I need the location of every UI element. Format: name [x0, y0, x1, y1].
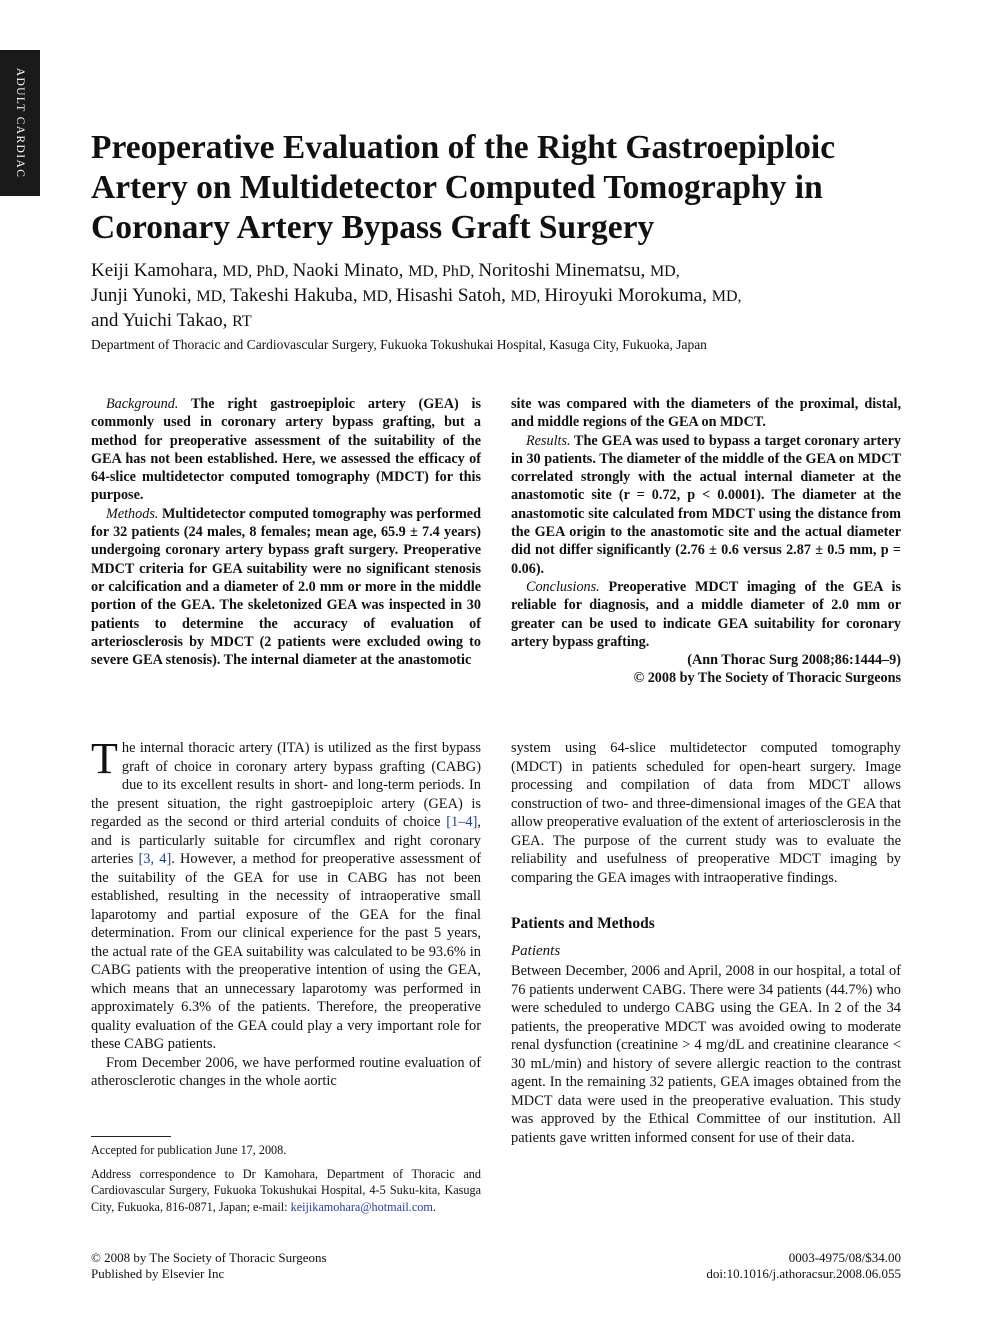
abstract-results: [511, 432, 901, 578]
abstract-heading: Methods.: [106, 505, 159, 522]
author-name: and Yuichi Takao,: [91, 310, 233, 331]
footer-issn: 0003-4975/08/$34.00: [788, 1250, 901, 1265]
abstract-text: Preoperative MDCT imaging of the GEA is reliable for diagnosis, and a middle diameter of 2.0 mm or greater can be used to indicate GEA suitability for coronary artery bypass grafting.: [511, 578, 901, 650]
author-name: Keiji Kamohara,: [91, 260, 223, 281]
abstract-text: The right gastroepiploic artery (GEA) is commonly used in coronary artery bypass grafting, but a method for preoperative assessment of the suitability of the GEA has not been established. Here, we assessed the efficacy of 64-slice multidetector computed tomography (MDCT) for this purpose.: [91, 396, 481, 504]
author-degree: MD,: [711, 288, 742, 305]
author-degree: MD, PhD,: [222, 263, 293, 280]
author-line: [91, 309, 921, 334]
paragraph-text: he internal thoracic artery (ITA) is utilized as the first bypass graft of choice in coronary artery bypass grafting (CABG) due to its excellent results in short- and long-term periods. In the present situation, the right gastroepiploic artery (GEA) is regarded as the second or third arterial conduits of choice: [91, 740, 481, 830]
correspondence-note: [91, 1166, 481, 1215]
subsection-heading: Patients: [511, 942, 561, 959]
author-name: Noritoshi Minematsu,: [478, 260, 650, 281]
email-link[interactable]: keijikamohara@hotmail.com: [290, 1199, 433, 1214]
abstract-right-column: [511, 395, 901, 688]
abstract-heading: Results.: [526, 432, 571, 449]
drop-cap: T: [91, 734, 118, 783]
title-line: Artery on Multidetector Computed Tomography in: [91, 169, 823, 206]
footer-doi: doi:10.1016/j.athoracsur.2008.06.055: [706, 1266, 901, 1281]
abstract-copyright: © 2008 by The Society of Thoracic Surgeons: [633, 670, 901, 687]
author-line: [91, 259, 921, 284]
author-line: [91, 284, 921, 309]
author-degree: MD,: [362, 288, 397, 305]
abstract-left-column: [91, 395, 481, 669]
author-degree: MD,: [196, 288, 231, 305]
abstract-heading: Background.: [106, 396, 179, 412]
author-name: Hiroyuki Morokuma,: [544, 285, 712, 306]
abstract-text: Multidetector computed tomography was performed for 32 patients (24 males, 8 females; mean age, 65.9 ± 7.4 years) undergoing coronary artery bypass graft surgery. Preoperative MDCT criteria for GEA suitability were no significant stenosis or calcification and a diameter of 2.0 mm or more in the middle portion of the GEA. The skeletonized GEA was inspected in 30 patients to determine the accuracy of evaluation of arteriosclerosis by MDCT (2 patients were excluded owing to severe GEA stenosis). The internal diameter at the anastomotic: [91, 505, 481, 669]
author-name: Takeshi Hakuba,: [230, 285, 363, 306]
body-left-column: [91, 734, 481, 1091]
author-name: Naoki Minato,: [292, 260, 409, 281]
intro-paragraph: From December 2006, we have performed routine evaluation of atherosclerotic changes in the whole aortic: [91, 1054, 481, 1089]
footnote-divider: [91, 1136, 171, 1137]
abstract-methods: [91, 505, 481, 670]
abstract-heading: Conclusions.: [526, 578, 600, 595]
abstract-methods-continued: site was compared with the diameters of the proximal, distal, and middle regions of the GEA on MDCT.: [511, 396, 901, 431]
author-name: Junji Yunoki,: [91, 285, 197, 306]
author-list: [91, 259, 921, 334]
author-name: Hisashi Satoh,: [396, 285, 511, 306]
section-tab-label: ADULT CARDIAC: [14, 67, 26, 179]
journal-citation: (Ann Thorac Surg 2008;86:1444–9): [687, 652, 901, 669]
accepted-note: Accepted for publication June 17, 2008.: [91, 1143, 287, 1157]
intro-paragraph-continued: system using 64-slice multidetector computed tomography (MDCT) in patients scheduled for open-heart surgery. Image processing and compilation of data from MDCT allows construction of two- and three-dimensional images of the GEA that allow preoperative evaluation of the extent of arteriosclerosis in the GEA. The purpose of the current study was to evaluate the reliability and usefulness of preoperative MDCT imaging by comparing the GEA images with intraoperative findings.: [511, 740, 901, 886]
paragraph-text: . However, a method for preoperative assessment of the suitability of the GEA for use in CABG has not been established, resulting in the necessity of intraoperative small laparotomy and partial exposure of the GEA for the final determination. From our clinical experience for the past 5 years, the actual rate of the GEA suitability was calculated to be 93.6% in CABG patients with the preoperative intention of using the GEA, which means that an unnecessary laparotomy was performed in approximately 6.3% of the patients. Therefore, the preoperative quality evaluation of the GEA could play a very important role for these CABG patients.: [91, 851, 481, 1052]
article-title: [91, 128, 921, 248]
section-tab: [0, 50, 40, 196]
abstract-conclusions: [511, 578, 901, 651]
body-right-column: [511, 739, 901, 1147]
paragraph-text: , and is particularly suitable for circumflex and right coronary arteries: [91, 814, 481, 867]
intro-paragraph: [91, 734, 481, 1054]
title-line: Preoperative Evaluation of the Right Gastroepiploic: [91, 129, 836, 166]
title-line: Coronary Artery Bypass Graft Surgery: [91, 209, 655, 246]
author-degree: MD,: [649, 263, 680, 280]
abstract-text: The GEA was used to bypass a target coronary artery in 30 patients. The diameter of the middle of the GEA on MDCT correlated strongly with the actual internal diameter at the anastomotic site (r = 0.72, p < 0.0001). The diameter at the anastomotic site calculated from MDCT using the distance from the GEA origin to the anastomotic site and the actual diameter did not differ significantly (2.76 ± 0.6 versus 2.87 ± 0.5 mm, p = 0.06).: [511, 432, 901, 577]
section-heading: Patients and Methods: [511, 915, 655, 932]
footer-publisher: Published by Elsevier Inc: [91, 1266, 225, 1281]
author-degree: MD, PhD,: [408, 263, 479, 280]
reference-link[interactable]: [1–4]: [446, 814, 478, 830]
footer-copyright: © 2008 by The Society of Thoracic Surgeons: [91, 1250, 327, 1265]
author-degree: RT: [232, 313, 252, 330]
patients-paragraph: Between December, 2006 and April, 2008 in our hospital, a total of 76 patients underwent CABG. There were 34 patients (44.7%) who were scheduled to undergo CABG using the GEA. In 2 of the 34 patients, the preoperative MDCT was avoided owing to moderate renal dysfunction (creatinine > 4 mg/dL and creatinine clearance < 30 mL/min) and history of severe allergic reaction to the contrast agent. In the remaining 32 patients, GEA images obtained from the MDCT data were used in the preoperative evaluation. This study was approved by the Ethical Committee of our institution. All patients gave written informed consent for use of their data.: [511, 963, 901, 1146]
abstract-background: [91, 395, 481, 505]
footer-left: [91, 1250, 327, 1282]
author-degree: MD,: [510, 288, 545, 305]
correspondence-text: .: [432, 1199, 436, 1214]
footer-right: [706, 1250, 901, 1282]
reference-link[interactable]: [3, 4]: [138, 851, 172, 867]
affiliation: Department of Thoracic and Cardiovascular Surgery, Fukuoka Tokushukai Hospital, Kasuga City, Fukuoka, Japan: [91, 337, 707, 352]
correspondence-text: Address correspondence to Dr Kamohara, Department of Thoracic and Cardiovascular Surgery, Fukuoka Tokushukai Hospital, 4-5 Suku-kita, Kasuga City, Fukuoka, 816-0871, Japan; e-mail:: [91, 1167, 481, 1214]
